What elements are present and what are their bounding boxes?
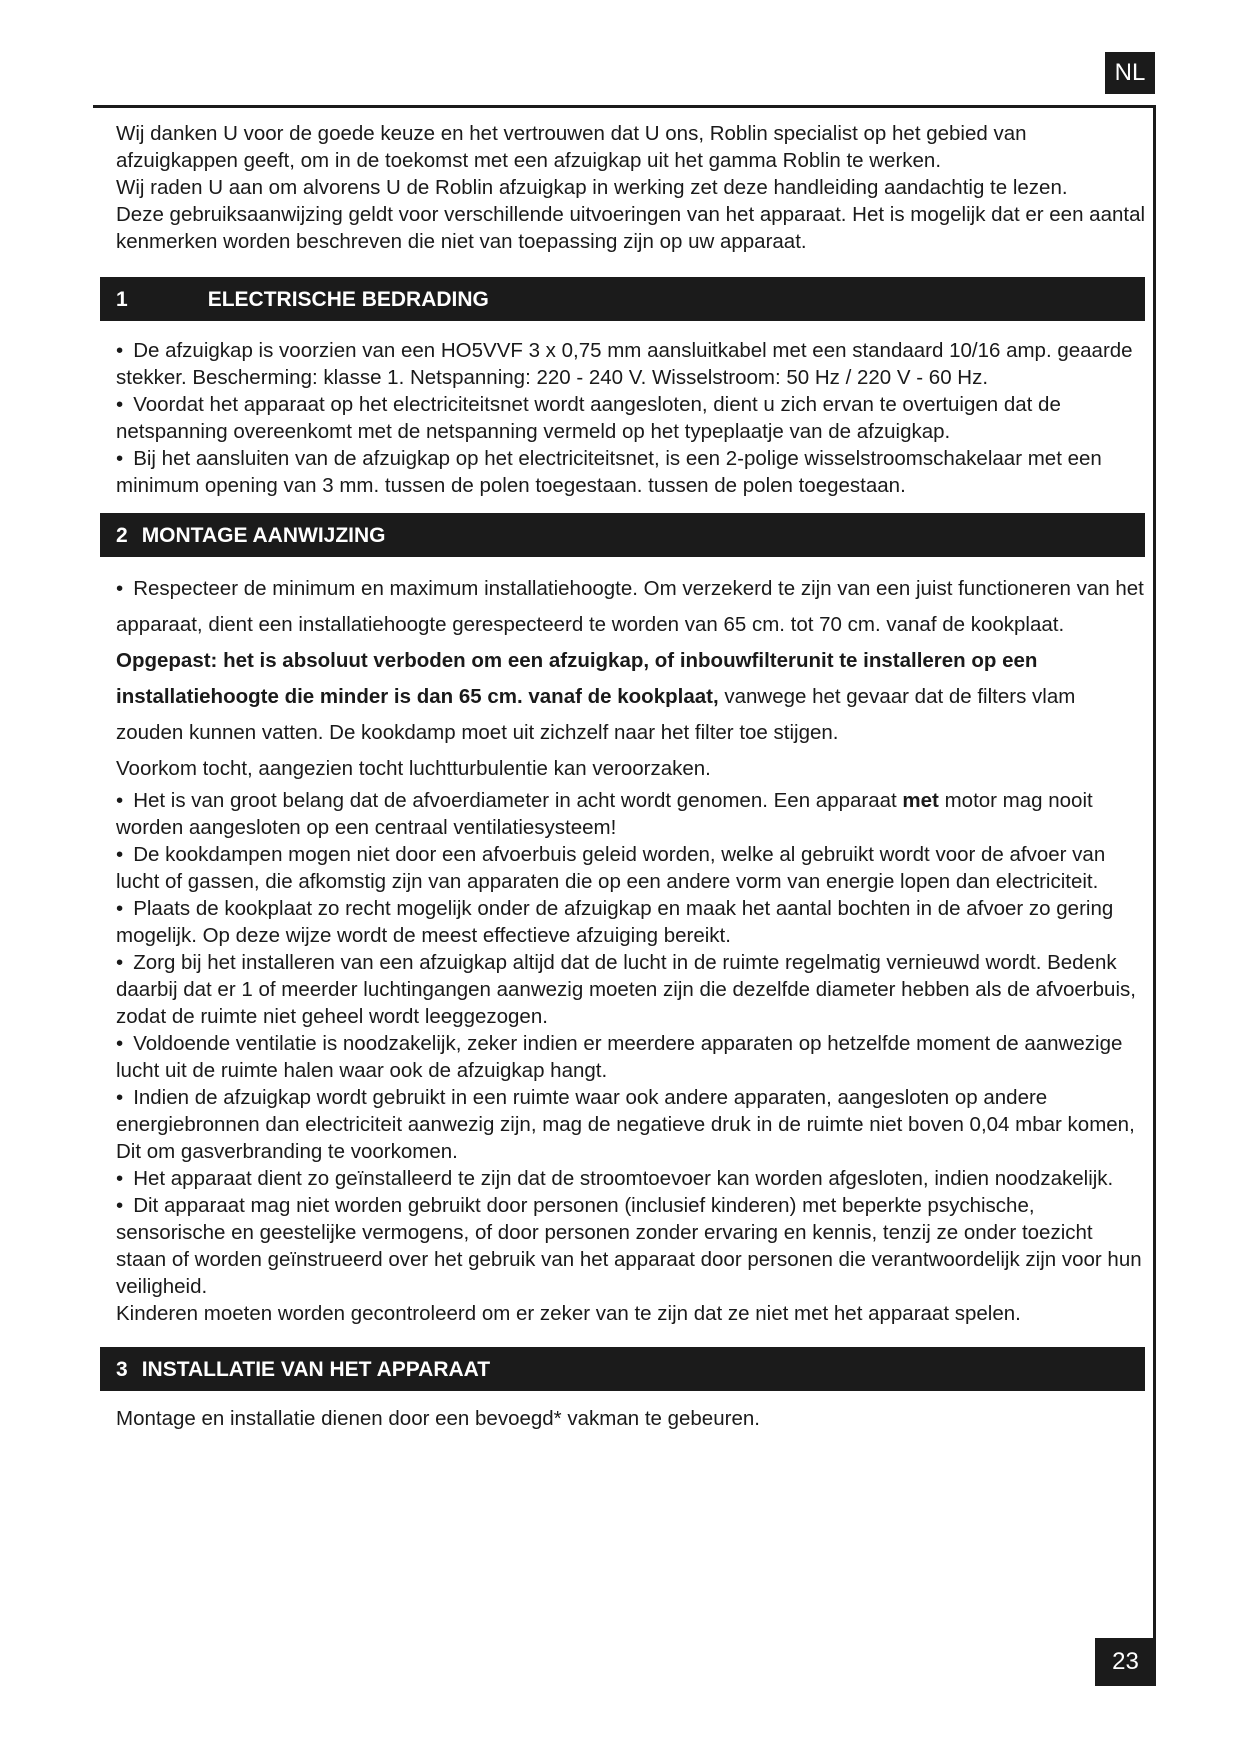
list-item: • Bij het aansluiten van de afzuigkap op het electriciteitsnet, is een 2-polige wisselstroomschakelaar met een minimum opening van 3 mm. tussen de polen toegestaan. tussen de polen toegestaan.	[116, 447, 1102, 497]
list-item-continuation: Voorkom tocht, aangezien tocht luchtturbulentie kan veroorzaken.	[116, 757, 711, 780]
section-title: ELECTRISCHE BEDRADING	[207, 287, 489, 311]
section1-body	[116, 337, 1146, 499]
language-badge: NL	[1105, 52, 1155, 94]
right-rule	[1153, 105, 1156, 1680]
section-header-electrische-bedrading	[100, 277, 1145, 321]
list-item: • Voldoende ventilatie is noodzakelijk, zeker indien er meerdere apparaten op hetzelfde moment de aanwezige lucht uit de ruimte halen waar ook de afzuigkap hangt.	[116, 1032, 1123, 1082]
top-rule	[93, 105, 1156, 108]
list-item: • Indien de afzuigkap wordt gebruikt in een ruimte waar ook andere apparaten, aangesloten op andere energiebronnen dan electriciteit aanwezig zijn, mag de negatieve druk in de ruimte niet boven 0,04 mbar komen, Dit om gasverbranding te voorkomen.	[116, 1086, 1135, 1163]
list-item: • Respecteer de minimum en maximum installatiehoogte. Om verzekerd te zijn van een juist functioneren van het apparaat, dient een installatiehoogte gerespecteerd te worden van 65 cm. tot 70 cm. vanaf de kookplaat. Opgepast: het is absoluut verboden om een afzuigkap, of inbouwfilterunit te installeren op een installatiehoogte die minder is dan 65 cm. vanaf de kookplaat, vanwege het gevaar dat de filters vlam zouden kunnen vatten. De kookdamp moet uit zichzelf naar het filter toe stijgen.	[116, 577, 1144, 744]
intro-paragraph: Deze gebruiksaanwijzing geldt voor verschillende uitvoeringen van het apparaat. Het is mogelijk dat er een aantal kenmerken worden beschreven die niet van toepassing zijn op uw apparaat.	[116, 203, 1146, 253]
section-title: INSTALLATIE VAN HET APPARAAT	[141, 1357, 491, 1381]
closing-paragraph: Kinderen moeten worden gecontroleerd om er zeker van te zijn dat ze niet met het apparaat spelen.	[116, 1302, 1021, 1325]
section-header-montage-aanwijzing	[100, 513, 1145, 557]
list-item: • De kookdampen mogen niet door een afvoerbuis geleid worden, welke al gebruikt wordt voor de afvoer van lucht of gassen, die afkomstig zijn van apparaten die op een andere vorm van energie lopen dan electriciteit.	[116, 843, 1106, 893]
list-item: • Het is van groot belang dat de afvoerdiameter in acht wordt genomen. Een apparaat met motor mag nooit worden aangesloten op een centraal ventilatiesysteem!	[116, 789, 1093, 839]
section-header-installatie	[100, 1347, 1145, 1391]
list-item: • Het apparaat dient zo geïnstalleerd te zijn dat de stroomtoevoer kan worden afgesloten, indien noodzakelijk.	[116, 1167, 1114, 1190]
list-item: • De afzuigkap is voorzien van een HO5VVF 3 x 0,75 mm aansluitkabel met een standaard 10/16 amp. geaarde stekker. Bescherming: klasse 1. Netspanning: 220 - 240 V. Wisselstroom: 50 Hz / 220 V - 60 Hz.	[116, 339, 1133, 389]
list-item: • Voordat het apparaat op het electriciteitsnet wordt aangesloten, dient u zich ervan te overtuigen dat de netspanning overeenkomt met de netspanning vermeld op het typeplaatje van de afzuigkap.	[116, 393, 1061, 443]
intro-paragraph: Wij danken U voor de goede keuze en het vertrouwen dat U ons, Roblin specialist op het gebied van afzuigkappen geeft, om in de toekomst met een afzuigkap uit het gamma Roblin te werken.	[116, 122, 1027, 172]
section-number: 1	[116, 287, 128, 311]
section2-body	[116, 571, 1146, 1327]
section-title: MONTAGE AANWIJZING	[141, 523, 386, 547]
page-content	[116, 120, 1146, 1432]
list-item: • Zorg bij het installeren van een afzuigkap altijd dat de lucht in de ruimte regelmatig vernieuwd wordt. Bedenk daarbij dat er 1 of meerder luchtingangen aanwezig moeten zijn die dezelfde diameter hebben als de afvoerbuis, zodat de ruimte niet geheel wordt leeggezogen.	[116, 951, 1136, 1028]
page-number: 23	[1095, 1638, 1156, 1686]
intro	[116, 120, 1146, 255]
list-item: • Plaats de kookplaat zo recht mogelijk onder de afzuigkap en maak het aantal bochten in de afvoer zo gering mogelijk. Op deze wijze wordt de meest effectieve afzuiging bereikt.	[116, 897, 1114, 947]
section3-text: Montage en installatie dienen door een bevoegd* vakman te gebeuren.	[116, 1407, 760, 1430]
section-number: 2	[116, 523, 128, 547]
list-item: • Dit apparaat mag niet worden gebruikt door personen (inclusief kinderen) met beperkte psychische, sensorische en geestelijke vermogens, of door personen zonder ervaring en kennis, tenzij ze onder toezicht staan of worden geïnstrueerd over het gebruik van het apparaat door personen die verantwoordelijk zijn voor hun veiligheid.	[116, 1194, 1142, 1298]
section-number: 3	[116, 1357, 128, 1381]
intro-paragraph: Wij raden U aan om alvorens U de Roblin afzuigkap in werking zet deze handleiding aandachtig te lezen.	[116, 176, 1068, 199]
